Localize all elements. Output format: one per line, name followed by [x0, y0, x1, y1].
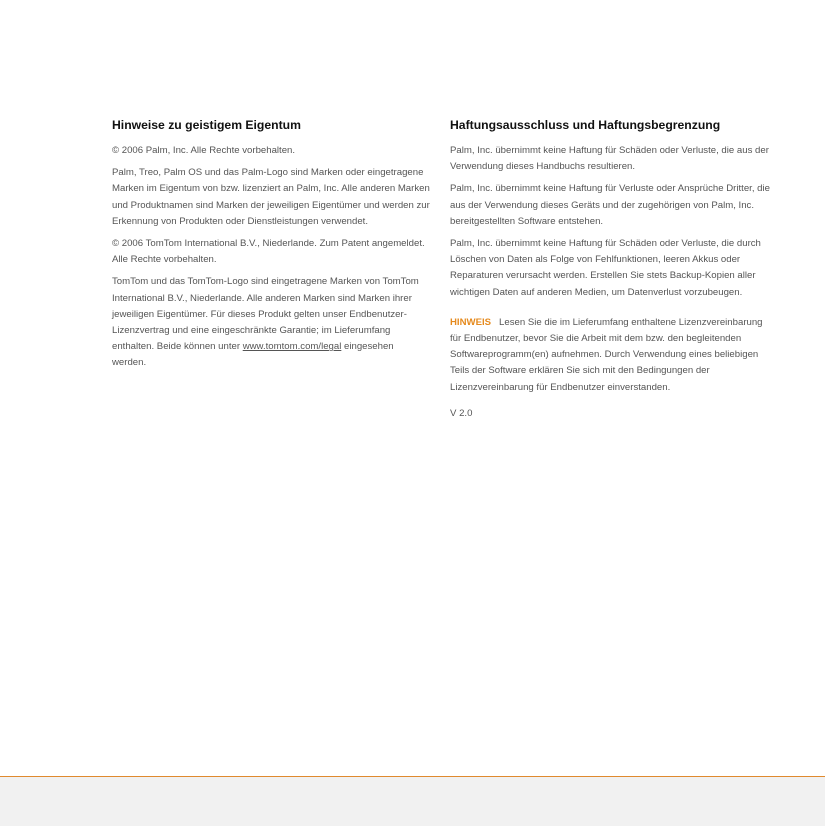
license-note	[450, 315, 770, 396]
disclaimer-paragraph-1: Palm, Inc. übernimmt keine Haftung für Schäden oder Verluste, die aus der Verwendung dieses Handbuchs resultieren.	[450, 145, 769, 173]
note-text: Lesen Sie die im Lieferumfang enthaltene Lizenzvereinbarung für Endbenutzer, bevor Sie die Arbeit mit dem bzw. den begleitenden Softwareprogramm(en) aufnehmen. Durch Verwendung eines beliebigen Teils der Software erklären Sie sich mit den Bedingungen der Lizenzvereinbarung für Endbenutzer einverstanden.	[450, 316, 763, 393]
ip-notice-heading: Hinweise zu geistigem Eigentum	[112, 118, 301, 132]
version-label: V 2.0	[450, 407, 473, 419]
tomtom-trademarks	[112, 274, 430, 371]
palm-copyright: © 2006 Palm, Inc. Alle Rechte vorbehalten.	[112, 145, 296, 156]
tomtom-legal-link[interactable]: www.tomtom.com/legal	[242, 341, 342, 353]
disclaimer-paragraph-3: Palm, Inc. übernimmt keine Haftung für Schäden oder Verluste, die durch Löschen von Daten als Folge von Fehlfunktionen, leeren Akkus oder Reparaturen verursacht werden. Erstellen Sie stets Backup-Kopien aller wichtigen Daten auf anderen Medien, um Datenverlust vorzubeugen.	[450, 238, 761, 298]
tomtom-trademarks-end: eingesehen werden.	[112, 341, 394, 369]
note-label: HINWEIS	[450, 316, 492, 328]
disclaimer-section	[450, 118, 770, 428]
disclaimer-paragraph-2: Palm, Inc. übernimmt keine Haftung für Verluste oder Ansprüche Dritter, die aus der Verwendung dieses Geräts und der zugehörigen von Palm, Inc. bereitgestellten Software entstehen.	[450, 183, 770, 227]
tomtom-trademarks-text: TomTom und das TomTom-Logo sind eingetragene Marken von TomTom International B.V., Niederlande. Alle anderen Marken sind Marken ihrer jeweiligen Eigentümer. Für dieses Produkt gelten unser Endbenutzer-Lizenzvertrag und eine eingeschränkte Garantie; im Lieferumfang enthalten. Beide können unter	[112, 276, 419, 353]
tomtom-copyright: © 2006 TomTom International B.V., Niederlande. Zum Patent angemeldet. Alle Rechte vorbehalten.	[112, 238, 425, 266]
page-footer-band	[0, 776, 825, 826]
disclaimer-heading: Haftungsausschluss und Haftungsbegrenzung	[450, 118, 721, 132]
palm-trademarks: Palm, Treo, Palm OS und das Palm-Logo sind Marken oder eingetragene Marken im Eigentum von bzw. lizenziert an Palm, Inc. Alle anderen Marken und Produktnamen sind Marken der jeweiligen Eigentümer und werden zur Erkennung von Produkten oder Dienstleistungen verwendet.	[112, 167, 430, 227]
ip-notice-section	[112, 118, 430, 378]
